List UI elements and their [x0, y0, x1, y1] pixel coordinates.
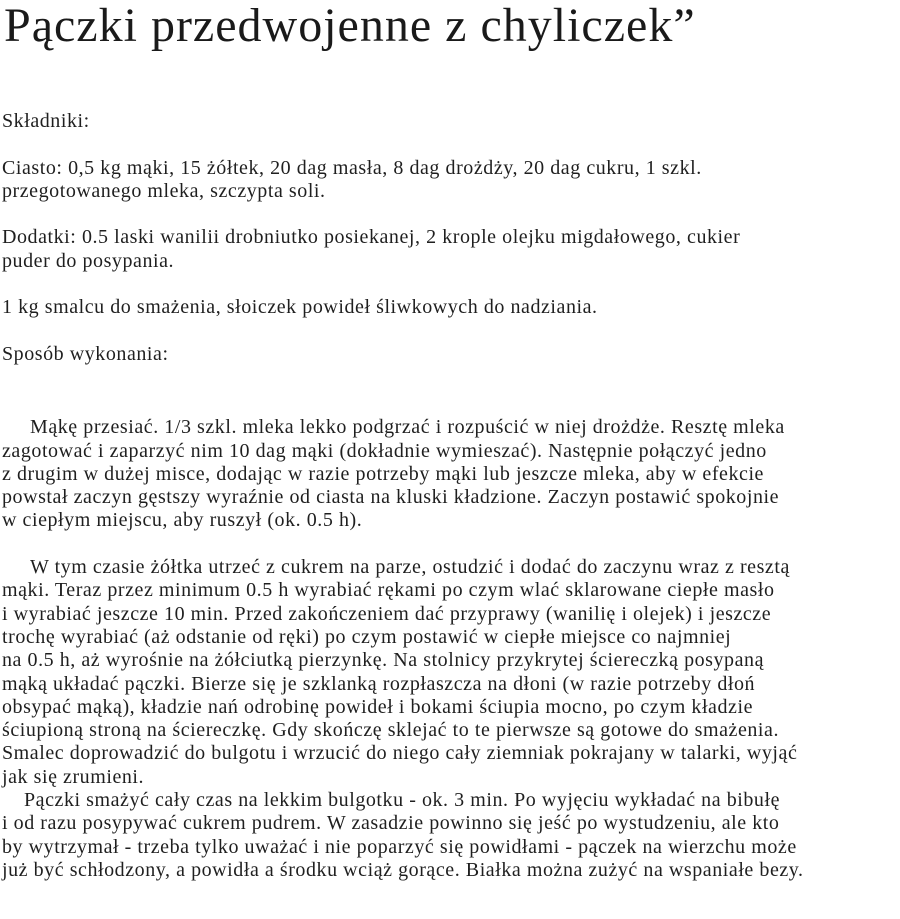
paragraph-line: powstał zaczyn gęstszy wyraźnie od ciasta na kluski kładzione. Zaczyn postawić spokojnie: [2, 486, 780, 509]
paragraph-line: trochę wyrabiać (aż odstanie od ręki) po czym postawić w ciepłe miejsce co najmniej: [2, 625, 732, 648]
paragraph-line: mąki. Teraz przez minimum 0.5 h wyrabiać rękami po czym wlać sklarowane ciepłe masło: [2, 579, 775, 602]
paragraph-line: Mąkę przesiać. 1/3 szkl. mleka lekko podgrzać i rozpuścić w niej drożdże. Resztę mleka: [30, 416, 785, 439]
dough-line: Ciasto: 0,5 kg mąki, 15 żółtek, 20 dag masła, 8 dag drożdży, 20 dag cukru, 1 szkl.: [2, 156, 702, 179]
extra-ingredients: [2, 226, 898, 273]
recipe-title: Pączki przedwojenne z chyliczek”: [4, 0, 696, 52]
paragraph-line: Smalec doprowadzić do bulgotu i wrzucić do niego cały ziemniak pokrajany w talarki, wyjąć: [2, 742, 798, 765]
paragraph-line: i od razu posypywać cukrem pudrem. W zasadzie powinno się jeść po wystudzeniu, ale kto: [2, 812, 780, 835]
paragraph-line: W tym czasie żółtka utrzeć z cukrem na parze, ostudzić i dodać do zaczynu wraz z resztą: [30, 556, 790, 579]
paragraph-line: już być schłodzony, a powidła a środku wciąż gorące. Białka można zużyć na wspaniałe bezy.: [2, 858, 804, 881]
method-paragraph-3: [2, 789, 898, 882]
paragraph-line: jak się zrumieni.: [2, 765, 145, 788]
paragraph-line: na 0.5 h, aż wyrośnie na żółciutką pierzynkę. Na stolnicy przykrytej ściereczką posypaną: [2, 649, 765, 672]
paragraph-line: by wytrzymał - trzeba tylko uważać i nie poparzyć się powidłami - pączek na wierzchu może: [2, 835, 797, 858]
dough-ingredients: [2, 157, 898, 204]
paragraph-line: ściupioną stroną na ściereczkę. Gdy skończę sklejać to te pierwsze są gotowe do smażenia.: [2, 719, 780, 742]
method-paragraph-1: [2, 416, 898, 532]
ingredients-label: Składniki:: [2, 110, 90, 132]
recipe-body: [2, 110, 898, 882]
paragraph-line: zagotować i zaparzyć nim 10 dag mąki (dokładnie wymieszać). Następnie połączyć jedno: [2, 439, 767, 462]
paragraph-line: w ciepłym miejscu, aby ruszył (ok. 0.5 h).: [2, 509, 363, 532]
dough-line: przegotowanego mleka, szczypta soli.: [2, 179, 326, 202]
paragraph-line: z drugim w dużej misce, dodając w razie potrzeby mąki lub jeszcze mleka, aby w efekcie: [2, 462, 764, 485]
paragraph-line: mąką układać pączki. Bierze się je szklanką rozpłaszcza na dłoni (w razie potrzeby dłoń: [2, 672, 756, 695]
paragraph-line: i wyrabiać jeszcze 10 min. Przed zakończeniem dać przyprawy (wanilię i olejek) i jeszcze: [2, 602, 772, 625]
extras-line: puder do posypania.: [2, 249, 175, 272]
paragraph-line: Pączki smażyć cały czas na lekkim bulgotku - ok. 3 min. Po wyjęciu wykładać na bibułę: [24, 789, 780, 812]
extras-line: Dodatki: 0.5 laski wanilii drobniutko posiekanej, 2 krople olejku migdałowego, cukier: [2, 226, 741, 249]
frying-ingredients: 1 kg smalcu do smażenia, słoiczek powideł śliwkowych do nadziania.: [2, 296, 598, 319]
paragraph-line: obsypać mąką), kładzie nań odrobinę powideł i bokami ściupia mocno, po czym kładzie: [2, 695, 753, 718]
method-label: Sposób wykonania:: [2, 342, 169, 365]
method-paragraph-2: [2, 556, 898, 789]
